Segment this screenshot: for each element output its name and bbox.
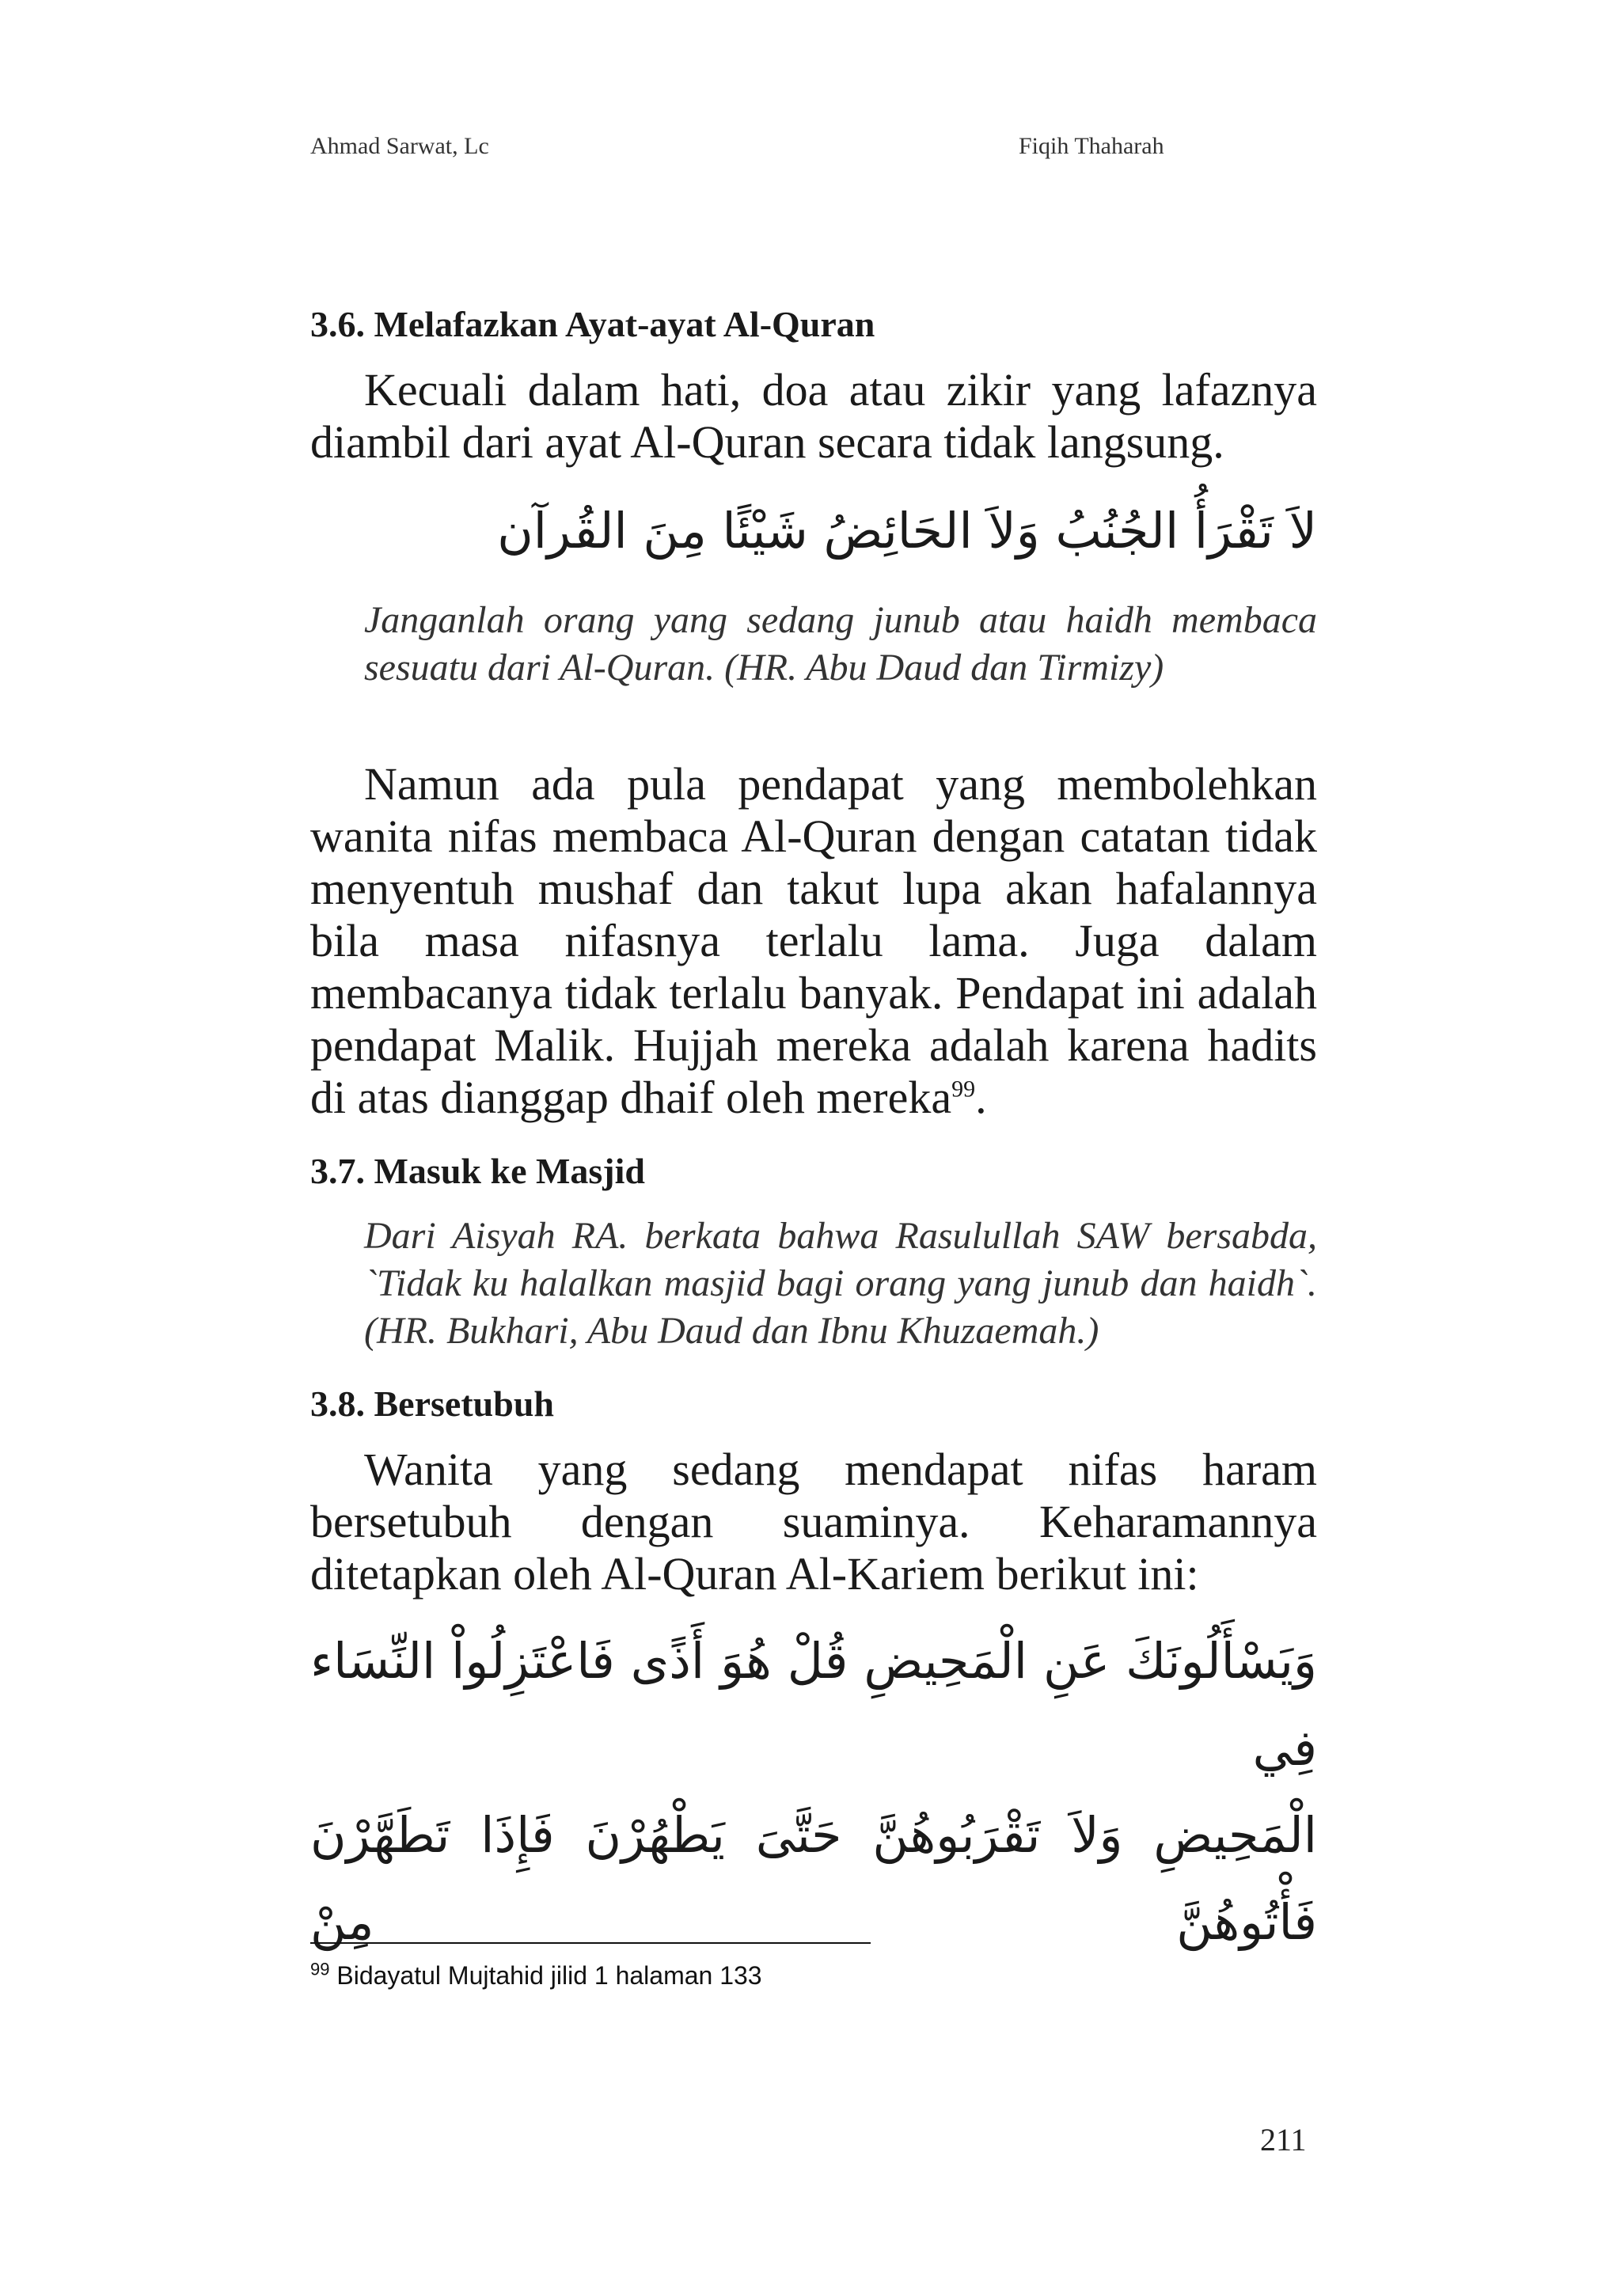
section-heading-3-6: 3.6. Melafazkan Ayat-ayat Al-Quran [310,304,875,344]
running-head-book-title: Fiqih Thaharah [1019,133,1164,159]
footnote-divider [310,1942,871,1944]
section-heading-3-8: 3.8. Bersetubuh [310,1383,554,1424]
footnote [310,1961,762,1990]
page-number: 211 [1260,2122,1307,2157]
section-3-8-paragraph: Wanita yang sedang mendapat nifas haram bersetubuh dengan suaminya. Keharamannya ditetapkan oleh Al-Quran Al-Kariem berikut ini: [310,1444,1317,1600]
hadith-translation: Janganlah orang yang sedang junub atau haidh membaca sesuatu dari Al-Quran. (HR. Abu Daud dan Tirmizy) [364,599,1317,689]
section-3-6-paragraph-2: Namun ada pula pendapat yang membolehkan wanita nifas membaca Al-Quran dengan catatan tidak menyentuh mushaf dan takut lupa akan hafalannya bila masa nifasnya terlalu lama. Juga dalam membacanya tidak terlalu banyak. Pendapat ini adalah pendapat Malik. Hujjah mereka adalah karena hadits di atas dianggap dhaif oleh mereka$^{99}$. [310,758,1317,1123]
section-heading-3-7: 3.7. Masuk ke Masjid [310,1151,645,1191]
hadith-masjid-quote: Dari Aisyah RA. berkata bahwa Rasulullah SAW bersabda, `Tidak ku halalkan masjid bagi orang yang junub dan haidh`. (HR. Bukhari, Abu Daud dan Ibnu Khuzaemah.) [364,1215,1317,1352]
quran-verse-line-2: الْمَحِيضِ وَلاَ تَقْرَبُوهُنَّ حَتَّىَ يَطْهُرْنَ فَإِذَا تَطَهَّرْنَ فَأْتُوهُنَّ مِنْ [310,1806,1317,1951]
section-3-6-paragraph: Kecuali dalam hati, doa atau zikir yang lafaznya diambil dari ayat Al-Quran secara tidak langsung. [310,364,1317,468]
paragraph-text: Namun ada pula pendapat yang membolehkan wanita nifas membaca Al-Quran dengan catatan tidak menyentuh mushaf dan takut lupa akan hafalannya bila masa nifasnya terlalu lama. Juga dalam membacanya tidak terlalu banyak. Pendapat ini adalah pendapat Malik. Hujjah mereka adalah karena hadits di atas dianggap dhaif oleh mereka [310,758,1317,1123]
footnote-number: 99 [310,1959,330,1979]
quran-verse-line-1: وَيَسْأَلُونَكَ عَنِ الْمَحِيضِ قُلْ هُوَ أَذًى فَاعْتَزِلُواْ النِّسَاء فِي [310,1632,1317,1777]
hadith-arabic-text: لاَ تَقْرَأُ الجُنُبُ وَلاَ الحَائِضُ شَيْئًا مِنَ القُرآن [497,502,1317,560]
running-head-author: Ahmad Sarwat, Lc [310,133,489,159]
footnote-text: Bidayatul Mujtahid jilid 1 halaman 133 [336,1961,762,1990]
footnote-reference: 99 [951,1076,976,1102]
page-body [310,301,1317,1966]
